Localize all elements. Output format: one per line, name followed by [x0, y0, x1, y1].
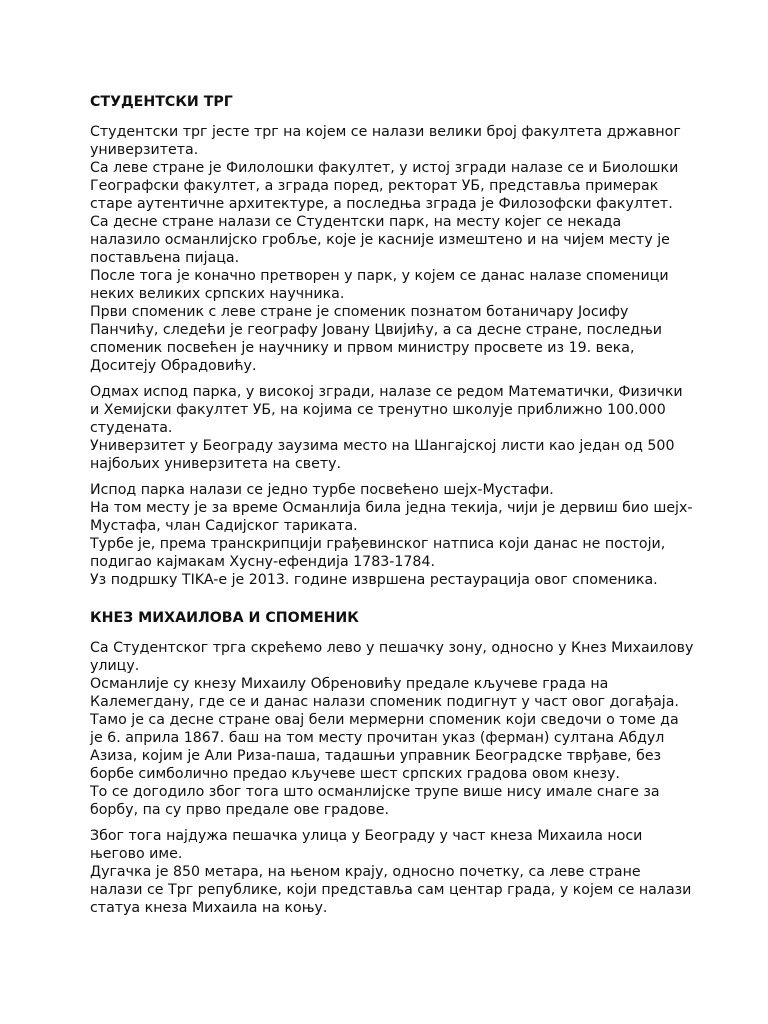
text-line: После тога је коначно претворен у парк, у којем се данас налазе споменици: [90, 268, 669, 284]
text-line: Због тога најдужа пешачка улица у Београду у част кнеза Михаила носи: [90, 828, 643, 844]
paragraph: [90, 481, 693, 589]
text-line: Калемегдану, где се и данас налази споменик подигнут у част овог догађаја.: [90, 694, 679, 710]
text-line: Студентски трг јесте трг на којем се налази велики број факултета државног: [90, 124, 681, 140]
text-line: налазило османлијско гробље, које је касније измештено и на чијем месту је: [90, 232, 670, 248]
text-line: Тамо је са десне стране овај бели мермерни споменик који сведочи о томе да: [90, 712, 679, 728]
text-line: Одмах испод парка, у високој згради, налазе се редом Математички, Физички: [90, 384, 683, 400]
text-line: неких великих српских научника.: [90, 286, 345, 302]
text-line: То се догодило због тога што османлијске трупе више нису имале снаге за: [90, 784, 660, 800]
text-line: старе аутентичне архитектуре, а последња зграда је Филозофски факултет.: [90, 196, 673, 212]
paragraph: [90, 123, 690, 375]
text-line: борбе симболично предао кључеве шест српских градова овом кнезу.: [90, 766, 620, 782]
section-heading: КНЕЗ МИХАИЛОВА И СПОМЕНИК: [90, 610, 359, 626]
text-line: универзитета.: [90, 142, 199, 158]
text-line: Географски факултет, а зграда поред, ректорат УБ, представља примерак: [90, 178, 659, 194]
text-line: и Хемијски факултет УБ, на којима се тренутно школује приближно 100.000: [90, 402, 666, 418]
text-line: Са десне стране налази се Студентски парк, на месту којег се некада: [90, 214, 622, 230]
section-heading: СТУДЕНТСКИ ТРГ: [90, 94, 233, 110]
text-line: борбу, па су прво предале ове градове.: [90, 802, 389, 818]
text-line: На том месту је за време Османлија била једна текија, чији је дервиш био шејх-: [90, 500, 693, 516]
text-line: Са леве стране је Филолошки факултет, у истој згради налазе се и Биолошки: [90, 160, 679, 176]
text-line: статуа кнеза Михаила на коњу.: [90, 900, 328, 916]
text-line: Доситеју Обрадовићу.: [90, 358, 257, 374]
text-line: студената.: [90, 420, 173, 436]
text-line: Азиза, којим је Али Риза-паша, тадашњи управник Београдске тврђаве, без: [90, 748, 662, 764]
text-line: Дугачка је 850 метара, на њеном крају, односно почетку, са леве стране: [90, 864, 641, 880]
paragraph: [90, 639, 694, 819]
section-knez-mihailova: [90, 609, 694, 917]
text-line: најбољих универзитета на свету.: [90, 456, 342, 472]
document-page: [90, 93, 694, 925]
text-line: његово име.: [90, 846, 183, 862]
text-line: Испод парка налази се једно турбе посвећено шејх-Мустафи.: [90, 482, 554, 498]
text-line: постављена пијаца.: [90, 250, 240, 266]
section-studentski-trg: [90, 93, 693, 589]
paragraph: [90, 383, 690, 473]
text-line: подигао кајмакам Хусну-ефендија 1783-1784.: [90, 554, 435, 570]
text-line: Турбе је, према транскрипцији грађевинског натписа који данас не постоји,: [90, 536, 666, 552]
text-line: Уз подршку TIKA-е је 2013. године извршена рестаурација овог споменика.: [90, 572, 658, 588]
text-line: Са Студентског трга скрећемо лево у пешачку зону, односно у Кнез Михаилову: [90, 640, 694, 656]
text-line: Први споменик с леве стране је споменик познатом ботаничару Јосифу: [90, 304, 629, 320]
paragraph: [90, 827, 690, 917]
text-line: Османлије су кнезу Михаилу Обреновићу предале кључеве града на: [90, 676, 609, 692]
text-line: налази се Трг републике, који представља сам центар града, у којем се налази: [90, 882, 692, 898]
text-line: Универзитет у Београду заузима место на Шангајској листи као један од 500: [90, 438, 675, 454]
text-line: Мустафа, члан Садијског тариката.: [90, 518, 358, 534]
text-line: Панчићу, следећи је географу Јовану Цвијићу, а са десне стране, последњи: [90, 322, 662, 338]
text-line: улицу.: [90, 658, 140, 674]
text-line: је 6. априла 1867. баш на том месту прочитан указ (ферман) султана Абдул: [90, 730, 665, 746]
text-line: споменик посвећен је научнику и првом министру просвете из 19. века,: [90, 340, 635, 356]
